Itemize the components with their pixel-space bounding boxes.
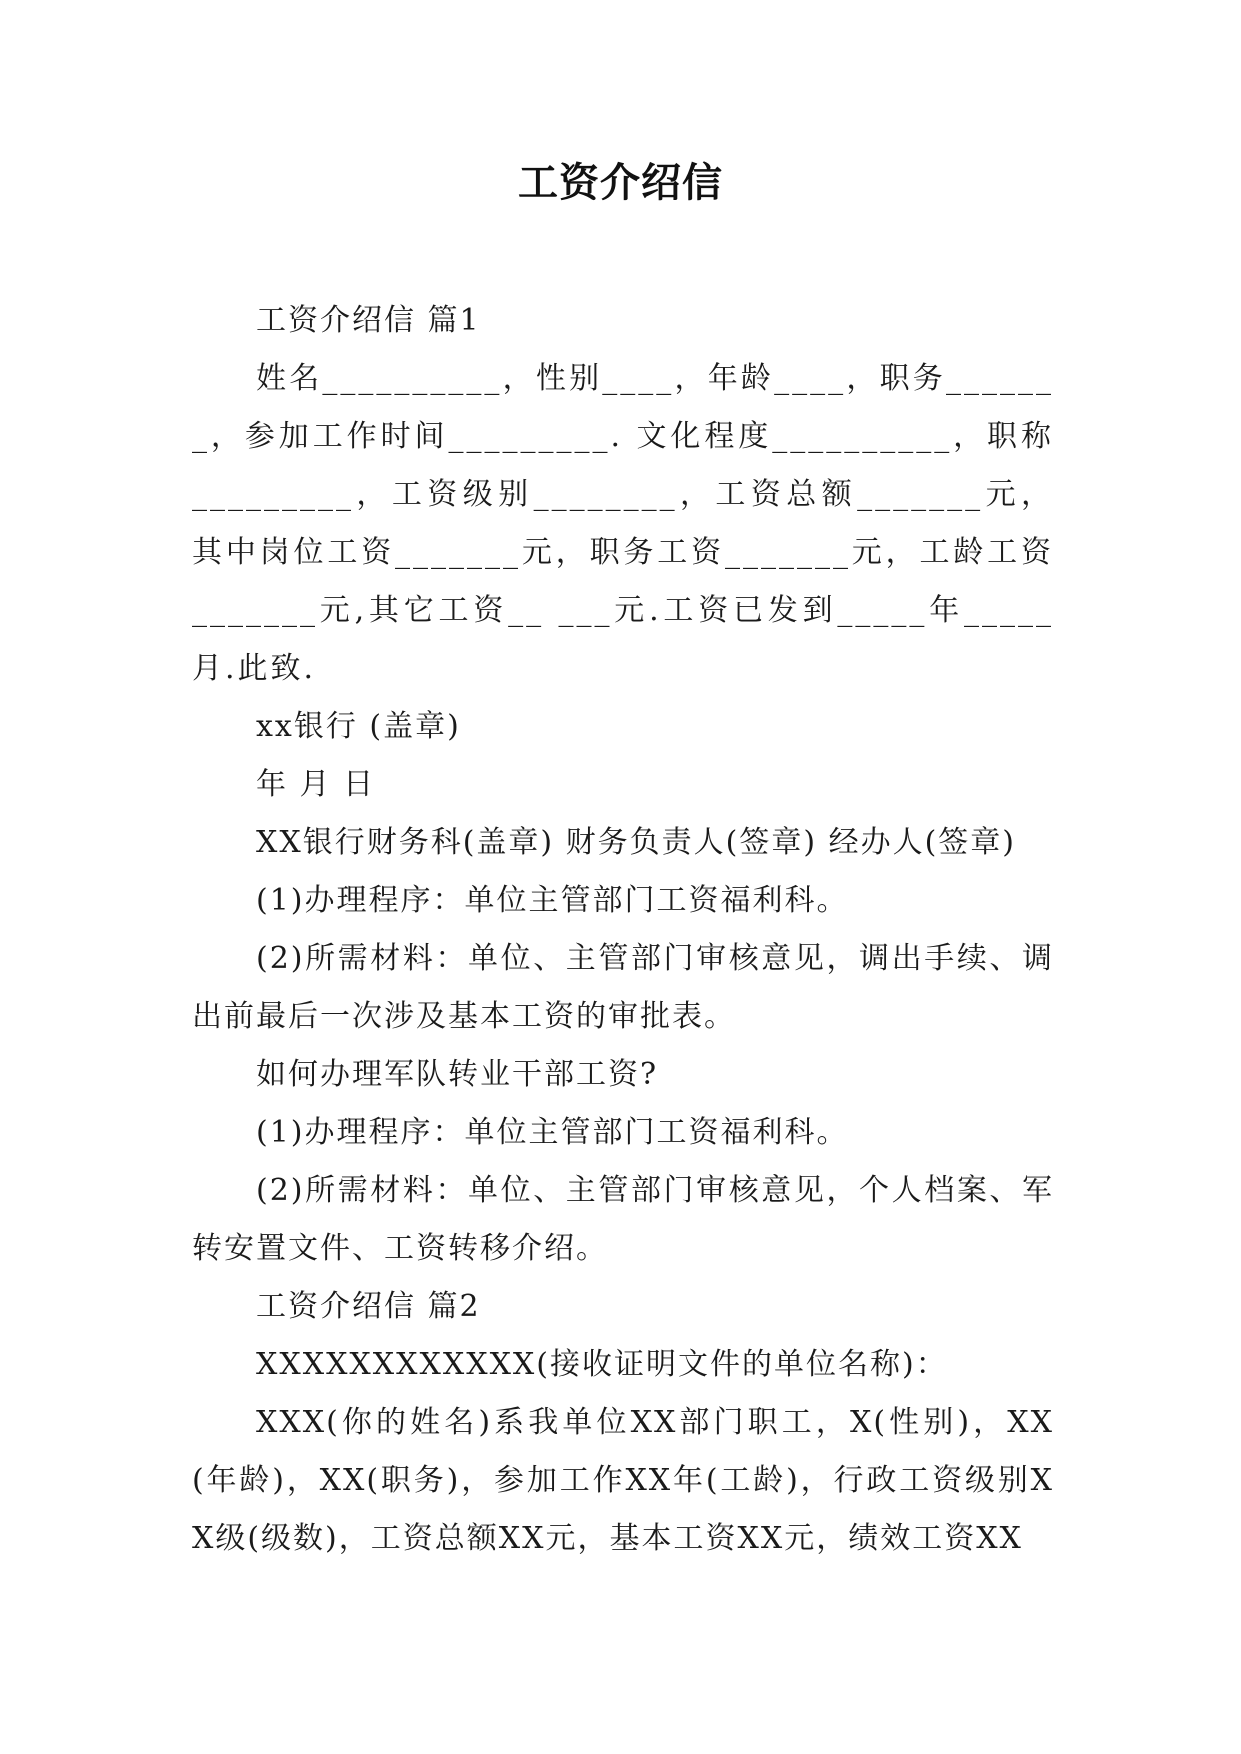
bank-seal-line: xx银行 (盖章) — [256, 709, 461, 744]
signature-line: XX银行财务科(盖章) 财务负责人(签章) 经办人(签章) — [256, 825, 1017, 860]
materials-item-1: (2)所需材料：单位、主管部门审核意见，调出手续、调出前最后一次涉及基本工资的审批表。 — [192, 941, 1054, 1034]
question-heading: 如何办理军队转业干部工资? — [256, 1057, 659, 1092]
document-body — [192, 292, 1067, 1568]
date-line: 年 月 日 — [256, 767, 376, 802]
form-fields-paragraph: 姓名__________，性别____，年龄____，职务_______，参加工作时间_________. 文化程度__________，职称_________，工资级别________，工资总额_______元， 其中岗位工资_______元，职务工资_______元，工龄工资_______元,其它工资__ ___元.工资已发到_____年_____月.此致. — [192, 361, 1067, 686]
section-heading-1: 工资介绍信 篇1 — [256, 303, 481, 338]
procedure-item-1: (1)办理程序：单位主管部门工资福利科。 — [256, 883, 849, 918]
procedure-item-2: (1)办理程序：单位主管部门工资福利科。 — [256, 1115, 849, 1150]
materials-item-2: (2)所需材料：单位、主管部门审核意见，个人档案、军转安置文件、工资转移介绍。 — [192, 1173, 1054, 1266]
employee-details-paragraph: XXX(你的姓名)系我单位XX部门职工，X(性别)，XX(年龄)，XX(职务)，参加工作XX年(工龄)，行政工资级别XX级(级数)，工资总额XX元，基本工资XX元，绩效工资XX — [192, 1405, 1054, 1556]
document-title: 工资介绍信 — [518, 160, 723, 206]
section-heading-2: 工资介绍信 篇2 — [256, 1289, 481, 1324]
recipient-line: XXXXXXXXXXXX(接收证明文件的单位名称)： — [256, 1347, 948, 1382]
